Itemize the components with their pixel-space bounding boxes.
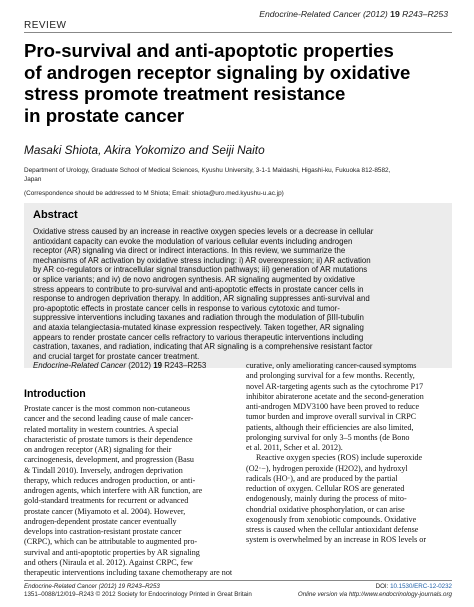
body-line: patients, although their efficiencies are also limited, — [246, 422, 414, 432]
body-line: androgen agents, which interfere with AR function, are — [24, 486, 203, 495]
left-column — [24, 404, 236, 578]
body-line: characteristic of prostate tumors is their dependence — [24, 434, 193, 444]
citation-volume: 19 — [153, 361, 162, 370]
abstract-line: and ataxia telangiectasia-mutated kinase expression respectively. Taken together, AR signaling — [33, 322, 364, 332]
body-line: reduction of oxygen. Cellular ROS are generated — [246, 484, 405, 493]
citation-year: (2012) — [128, 361, 152, 370]
body-line: develops into castration-resistant prostate cancer — [24, 527, 182, 536]
body-line: carcinogenesis, development, and progression (Basu — [24, 455, 194, 465]
abstract-line: mechanisms of AR activation by oxidative stress including: i) AR overexpression; ii) AR activation — [33, 255, 371, 265]
body-line: anti-androgen MDV3100 have been proved to reduce — [246, 402, 420, 411]
body-line: survival and anti-apoptotic properties by AR signaling — [24, 547, 200, 557]
abstract-line: suppressive interventions including taxanes and radiation through the modulation of βIII-tubulin — [33, 313, 364, 323]
body-line: and prolonging survival for a few months. Recently, — [246, 371, 415, 381]
abstract-line: by AR co-regulators or intracellular signal transduction pathways; iii) generation of AR mutations — [33, 265, 368, 275]
body-line: & Tindall 2010). Inversely, androgen deprivation — [24, 465, 183, 475]
abstract-line: or splice variants; and iv) de novo androgen synthesis. AR signaling augmented by oxidative — [33, 274, 355, 284]
article-title — [24, 40, 454, 126]
citation-journal: Endocrine-Related Cancer — [33, 361, 126, 370]
abstract-citation — [33, 361, 206, 370]
body-line: endogenously, mainly during the process of mito- — [246, 494, 407, 504]
running-head — [259, 9, 448, 19]
footer-copyright: 1351–0088/12/019–R243 © 2012 Society for Endocrinology Printed in Great Britain — [24, 591, 252, 598]
title-line: stress promote treatment resistance — [24, 83, 346, 104]
doi-link[interactable]: 10.1530/ERC-12-0232 — [390, 583, 452, 590]
abstract-heading: Abstract — [33, 209, 78, 221]
abstract-line: receptor (AR) signaling via direct or indirect interactions. In this review, we summarize the — [33, 246, 346, 256]
abstract-line: stress appears to contribute to pro-survival and anti-apoptotic effects in prostate cancer cells in — [33, 284, 364, 294]
footer-rule — [24, 580, 452, 581]
running-head-pages: R243–R253 — [402, 9, 448, 19]
body-line: inhibitor abiraterone acetate and the second-generation — [246, 391, 424, 401]
body-line: related mortality in western countries. A special — [24, 424, 179, 434]
footer-right — [298, 583, 452, 599]
correspondence: (Correspondence should be addressed to M Shiota; Email: shiota@uro.med.kyushu-u.ac.jp) — [24, 190, 284, 197]
body-line: cancer and the second leading cause of male cancer- — [24, 414, 194, 424]
body-line: novel AR-targeting agents such as the cytochrome P17 — [246, 381, 424, 391]
introduction-heading: Introduction — [24, 388, 86, 400]
title-line: in prostate cancer — [24, 104, 185, 126]
body-line: chondrial oxidative phosphorylation, or can arise — [246, 504, 405, 514]
abstract-body — [33, 227, 445, 361]
abstract-line: appears to render prostate cancer cells refractory to various therapeutic interventions including — [33, 332, 364, 342]
abstract-line: pro-apoptotic effects in prostate cancer cells in response to various cytotoxic and tumor- — [33, 303, 340, 313]
running-head-year: (2012) — [362, 9, 388, 19]
running-head-volume: 19 — [390, 9, 400, 19]
body-line: (CRPC), which can be attributable to augmented pro- — [24, 537, 198, 547]
footer-doi-line — [298, 583, 452, 591]
abstract-line: antioxidant capacity can evoke the modulation of various cellular events including androgen — [33, 236, 353, 246]
affiliation — [24, 167, 444, 185]
body-line: androgen-dependent prostate cancer eventually — [24, 516, 177, 526]
affiliation-line: Japan — [24, 175, 42, 183]
footer-citation: Endocrine-Related Cancer (2012) 19 R243–R253 — [24, 583, 160, 590]
body-line: stress is caused when the cellular antioxidant defense — [246, 525, 419, 534]
header-rule — [24, 32, 452, 33]
title-line: Pro-survival and anti-apoptotic properties — [24, 40, 394, 61]
doi-prefix: DOI: — [375, 583, 391, 590]
body-line: Prostate cancer is the most common non-cutaneous — [24, 404, 190, 413]
citation-pages: R243–R253 — [164, 361, 207, 370]
body-line: system is overwhelmed by an increase in ROS levels or — [246, 535, 427, 545]
abstract-line: and crucial target for prostate cancer treatment. — [33, 351, 200, 361]
running-head-journal: Endocrine-Related Cancer — [259, 9, 361, 19]
footer-online-version: Online version via http://www.endocrinology-journals.org — [297, 591, 452, 598]
body-line: therapeutic interventions including taxane chemotherapy are not — [24, 568, 233, 577]
abstract-line: castration, taxanes, and radiation, indicating that AR signaling is a comprehensive resistant factor — [33, 342, 373, 352]
author-list: Masaki Shiota, Akira Yokomizo and Seiji Naito — [24, 143, 265, 157]
body-line: Reactive oxygen species (ROS) include superoxide — [256, 453, 423, 463]
body-line: (O2·−), hydrogen peroxide (H2O2), and hydroxyl — [246, 463, 408, 473]
body-line: tumor burden and improve overall survival in CRPC — [246, 412, 417, 422]
right-column — [246, 361, 454, 546]
body-line: and others (Niraula et al. 2012). Against CRPC, few — [24, 557, 193, 567]
section-label: REVIEW — [24, 20, 67, 31]
body-line: prolonging survival for only 3–5 months (de Bono — [246, 432, 410, 442]
body-line: prostate cancer (Miyamoto et al. 2004). However, — [24, 506, 186, 516]
title-line: of androgen receptor signaling by oxidative — [24, 61, 411, 83]
body-line: curative, only ameliorating cancer-caused symptoms — [246, 361, 417, 370]
body-line: exogenously from xenobiotic compounds. Oxidative — [246, 514, 417, 524]
body-line: gold-standard treatments for recurrent or advanced — [24, 496, 189, 506]
abstract-line: response to androgen deprivation therapy. In addition, AR signaling suppresses anti-survival and — [33, 294, 370, 304]
body-line: et al. 2011, Scher et al. 2012). — [246, 443, 343, 452]
affiliation-line: Department of Urology, Graduate School of Medical Sciences, Kyushu University, 3-1-1 Maidashi, Higashi-ku, Fukuoka 812-8582, — [24, 167, 391, 174]
footer-left — [24, 583, 252, 599]
body-line: on androgen receptor (AR) signaling for their — [24, 445, 172, 454]
body-line: therapy, which reduces androgen production, or anti- — [24, 475, 196, 485]
body-line: radicals (HO·), and are produced by the partial — [246, 473, 398, 483]
abstract-line: Oxidative stress caused by an increase in reactive oxygen species levels or a decrease in cellular — [33, 227, 374, 236]
